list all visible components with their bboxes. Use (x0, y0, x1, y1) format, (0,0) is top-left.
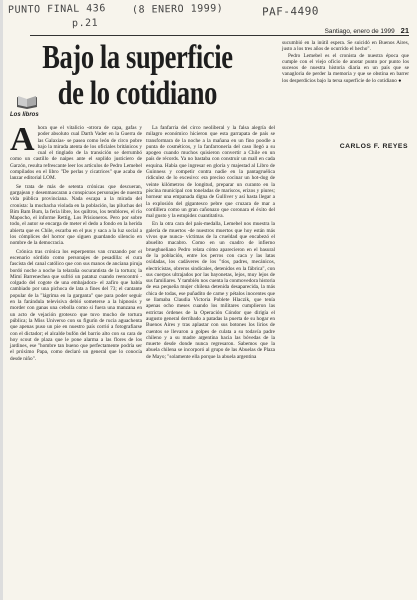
header-rule (30, 35, 409, 36)
page-header (266, 26, 409, 35)
page-number: 21 (400, 26, 409, 35)
paragraph-text: hora que el vitalicio -otrora de capa, gafas y poder absoluto cual Darth Vader en la Guerra de las Galaxias- se pasea como león de circo pobre bajo la mirada atenta de los oficiales británicos y cual el tinglado de la transición se derrumbó como un castillo de naipes ante el soplido justiciero de Garzón, resulta refrescante leer los artículos de Pedro Lemebel compilados en el libro "De perlas y cicatrices" que acaba de lanzar editorial LOM. (10, 125, 142, 182)
paragraph: Pedro Lemebel es el cronista de nuestra época que cumple con el viejo oficio de anotar punto por punto los sucesos de nuestra historia diaria en un país que se vanagloria de perder la memoria y que se obstina en barrer los desperdicios bajo la tersa superficie de lo cotidiano ● (282, 52, 409, 84)
handwritten-page: p.21 (71, 17, 99, 30)
column-2 (146, 125, 275, 360)
handwritten-code: PAF-4490 (261, 4, 320, 19)
paragraph: La fanfarria del circo neoliberal y la falsa alegría del milagro económico hicieron que esta garrapata de país se transformara de la noche a la mañana en un fino poodle a punta de cosméticos, y la fanfarronería del caso llegó a su apogeo cuando muchos quisieron convertir a Chile en un país de récords. Ya no bastaba con construir un mall en cada esquina. Había que ingresar en gloria y majestad al Libro de Guinness y competir contra nadie en la pantagruélica ridiculez de lo excesivo: era preciso cocinar un hot-dog de veinte kilómetros de longitud, preparar un curanto en la piscina municipal con toneladas de mariscos, erizos y piures; hornear una empanada digna de Gulliver y así hasta llegar a la explosión del gigantesco pebre que cruzara de mar a cordillera como un gran cañonazo que coronara el éxito del mal gusto y la estupidez cuantitativa. (146, 125, 275, 220)
column-1 (10, 121, 142, 362)
paragraph: Crónica tras crónica los esperpentos van cruzando por el escenario sórdido como personajes de pesadilla: el cura fascista del canal católico que con sus manos de anciana piruja bordó noche a noche la telaraña oscurantista de la tortura; la Mimí Barrenechea que sufrió un patatuz cuando reencontró -colgado del cogote de una embajadora- el zafiro que había cambiado por una pichoca de lata a fines del 73; el cantante popular de la "lágrima en la garganta" que para poder seguir en la farándula televisiva debió someterse a la hipnosis y morder con ganas una cebolla como si fuera una manzana en un acto de vejación grotesco que tuvo mucho de tortura pública; la Miss Universo con su figurín de rucia aguachenta que apenas puso un pie en nuestro país corrió a fotografiarse con el dictador; el alcalde bufón del barrio alto con su cara de hoy scout de plaza que le pone alarma a las flores de los jardines, ese "hombre tan bueno que perfectamente podría ser el próximo Papa, como declaró un general que lo conocía desde niño". (10, 248, 142, 362)
title-line-1: Bajo la superficie (42, 39, 233, 76)
open-book-icon (16, 93, 38, 109)
scan-edge (0, 0, 3, 600)
paragraph (10, 121, 142, 182)
column-3 (282, 40, 409, 84)
handwritten-source: PUNTO FINAL 436 (7, 3, 106, 16)
paragraph: sucumbió en la inútil espera. Se suicidó en Buenos Aires, justo a los tres años de ocurrido el hecho". (282, 40, 409, 53)
article-title (36, 40, 239, 112)
handwritten-date: (8 ENERO 1999) (131, 3, 224, 16)
paragraph: En la otra cara del país-medalla, Lemebel nos muestra la galería de muertos -de nuestros muertos que hoy están más vivos que nunca- víctimas de la crueldad que encabezó el abuelito macabro. Como en un cuadro de infierno brueghueliano Pedro relata cómo aparecieron en el basural de la población, entre los perros con caca y las latas oxidadas, los cadáveres de los "tíos, padres, mecánicos, electricistas, obreros sindicales, detenidos en la fábrica", con sus cuerpos ultrajados por las bayonetas, lejos, muy lejos de sus familiares. Y también nos cuenta la conmovedora historia de esa pequeña mujer chilena detenida desaparecida, la más chica de todas, ese puñadito de carne y pétalos inocentes que se llamaba Claudia Victoria Poblete Hlaczik, que tenía apenas ocho meses cuando los militares cumplieron las estrictas órdenes de la Operación Cóndor que dirigía el augusto general derribado a patadas la puerta de su hogar en Buenos Aires y tras aplastar con sus botones los lirios de cuentos se llevaron a golpes de culata a su todavía padre chileno y a su madre argentina hacia las bóvedas de la muerte desde donde nunca regresaron. Sabemos que la abuela chilena se incorporó al grupo de las Abuelas de Plaza de Mayo; "solamente ella porque la abuela argentina (146, 221, 275, 360)
paragraph: Se trata de más de setenta crónicas que descueran, gargajean y desenmascaran a conspicuos personajes de nuestra vida pública provinciana. Nada escapa a la mirada del cronista: la muchacha violada en la población, las piluchas del Bim Bam Bum, la feria libre, los quiltros, los temblores, el río Mapocho, el informe Rettig, Los Prisioneros. Pero por sobre todo, el autor se encarga de meter el dedo a fondo en la herida abierta que es Chile, escarba en el pus y saca a la luz social a los cómplices del horror que siguen guardando silencio en nombre de la democracia. (10, 183, 142, 247)
section-label: Los libros (10, 112, 39, 118)
title-line-2: de lo cotidiano (57, 75, 217, 112)
header-date: Santiago, enero de 1999 (324, 28, 395, 35)
drop-cap: A (10, 121, 35, 158)
author-byline: CARLOS F. REYES (339, 143, 408, 150)
